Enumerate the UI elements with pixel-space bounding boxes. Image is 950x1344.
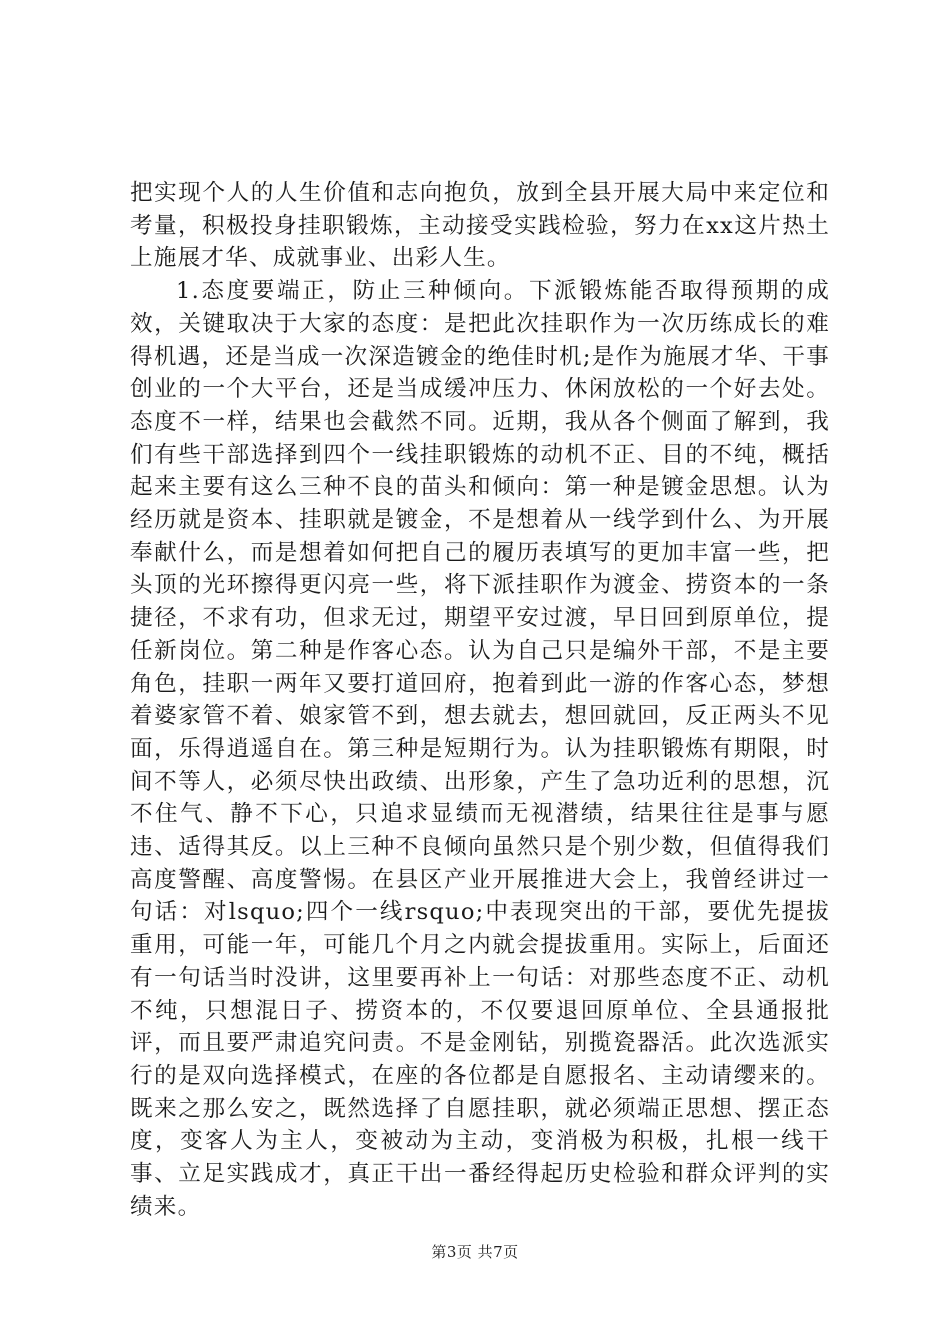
page-number-footer: 第3页 共7页 xyxy=(431,1243,519,1261)
paragraph-2: 1.态度要端正，防止三种倾向。下派锻炼能否取得预期的成效，关键取决于大家的态度：是把此次挂职作为一次历练成长的难得机遇，还是当成一次深造镀金的绝佳时机;是作为施展才华、干事创业的一个大平台，还是当成缓冲压力、休闲放松的一个好去处。态度不一样，结果也会截然不同。近期，我从各个侧面了解到，我们有些干部选择到四个一线挂职锻炼的动机不正、目的不纯，概括起来主要有这么三种不良的苗头和倾向：第一种是镀金思想。认为经历就是资本、挂职就是镀金，不是想着从一线学到什么、为开展奉献什么，而是想着如何把自己的履历表填写的更加丰富一些，把头顶的光环擦得更闪亮一些，将下派挂职作为渡金、捞资本的一条捷径，不求有功，但求无过，期望平安过渡，早日回到原单位，提任新岗位。第二种是作客心态。认为自己只是编外干部，不是主要角色，挂职一两年又要打道回府，抱着到此一游的作客心态，梦想着婆家管不着、娘家管不到，想去就去，想回就回，反正两头不见面，乐得逍遥自在。第三种是短期行为。认为挂职锻炼有期限，时间不等人，必须尽快出政绩、出形象，产生了急功近利的思想，沉不住气、静不下心，只追求显绩而无视潜绩，结果往往是事与愿违、适得其反。以上三种不良倾向虽然只是个别少数，但值得我们高度警醒、高度警惕。在县区产业开展推进大会上，我曾经讲过一句话：对lsquo;四个一线rsquo;中表现突出的干部，要优先提拔重用，可能一年，可能几个月之内就会提拔重用。实际上，后面还有一句话当时没讲，这里要再补上一句话：对那些态度不正、动机不纯，只想混日子、捞资本的，不仅要退回原单位、全县通报批评，而且要严肃追究问责。不是金刚钻，别揽瓷器活。此次选派实行的是双向选择模式，在座的各位都是自愿报名、主动请缨来的。既来之那么安之，既然选择了自愿挂职，就必须端正思想、摆正态度，变客人为主人，变被动为主动，变消极为积极，扎根一线干事、立足实践成才，真正干出一番经得起历史检验和群众评判的实绩来。 xyxy=(130,278,830,1220)
body-text xyxy=(130,177,830,1224)
paragraph-1: 把实现个人的人生价值和志向抱负，放到全县开展大局中来定位和考量，积极投身挂职锻炼，主动接受实践检验，努力在xx这片热土上施展才华、成就事业、出彩人生。 xyxy=(130,180,830,272)
